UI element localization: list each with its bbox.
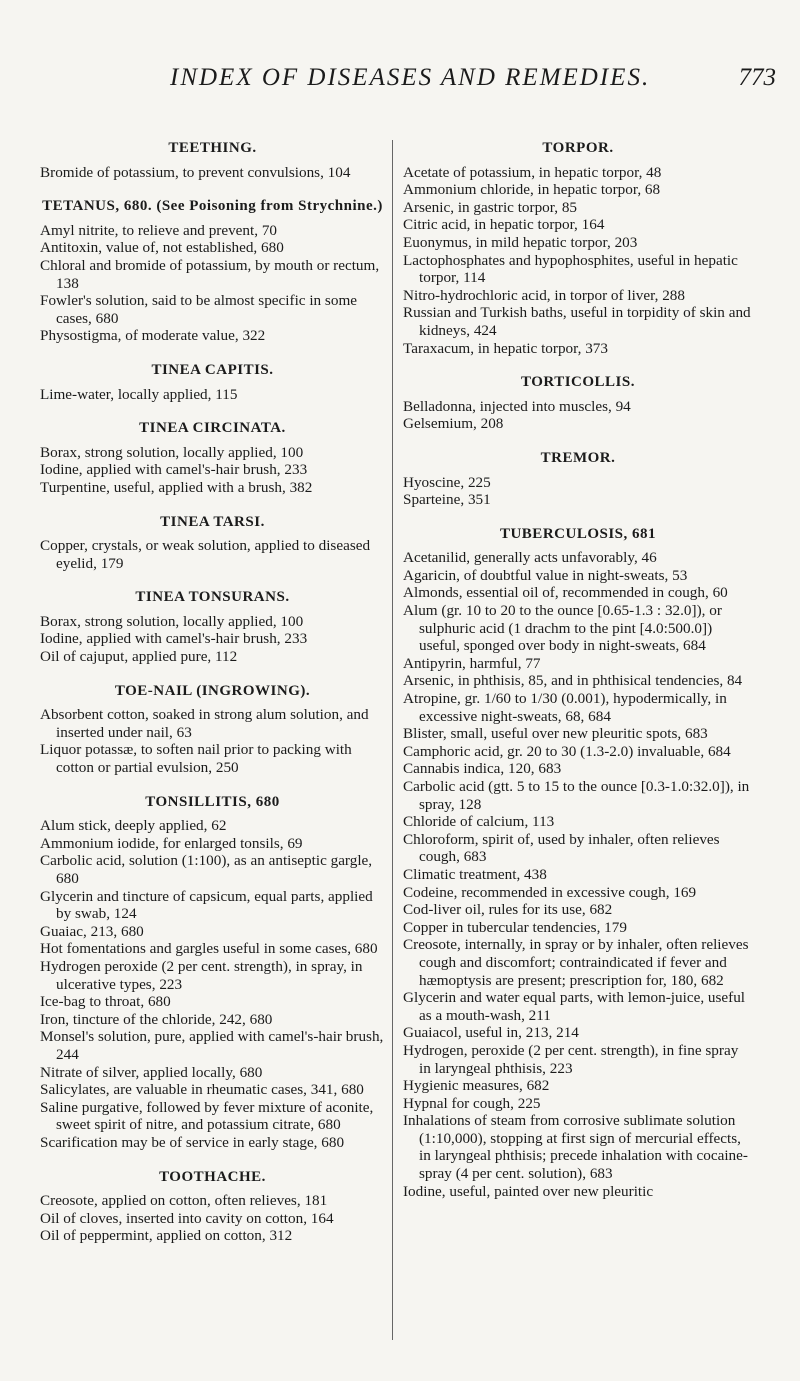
index-entry: Nitro-hydrochloric acid, in torpor of liver, 288 xyxy=(403,286,685,304)
index-entry: Fowler's solution, said to be almost specific in some cases, 680 xyxy=(40,292,357,327)
index-entry: Chloride of calcium, 113 xyxy=(403,813,555,831)
index-entry: Russian and Turkish baths, useful in torpidity of skin and kidneys, 424 xyxy=(403,304,751,339)
section-heading: TREMOR. xyxy=(540,449,616,466)
index-entry: Cod-liver oil, rules for its use, 682 xyxy=(403,901,613,919)
index-entry: Glycerin and water equal parts, with lemon-juice, useful as a mouth-wash, 211 xyxy=(403,989,746,1024)
section-heading: TINEA TONSURANS. xyxy=(135,589,290,606)
index-entry: Alum stick, deeply applied, 62 xyxy=(40,817,227,835)
index-entry: Antipyrin, harmful, 77 xyxy=(403,654,541,672)
index-entry: Amyl nitrite, to relieve and prevent, 70 xyxy=(40,221,278,239)
right-column xyxy=(403,140,753,1200)
index-entry: Blister, small, useful over new pleuritic spots, 683 xyxy=(403,725,708,743)
index-entry: Hydrogen peroxide (2 per cent. strength), in spray, in ulcerative types, 223 xyxy=(40,957,363,993)
index-entry: Almonds, essential oil of, recommended in cough, 60 xyxy=(403,584,728,602)
index-entry: Guaiacol, useful in, 213, 214 xyxy=(403,1024,579,1042)
index-entry: Chloral and bromide of potassium, by mouth or rectum, 138 xyxy=(40,256,380,292)
index-entry: Nitrate of silver, applied locally, 680 xyxy=(40,1063,263,1081)
section-heading: TOOTHACHE. xyxy=(159,1168,266,1185)
section-heading: TINEA TARSI. xyxy=(160,513,265,530)
index-entry: Acetanilid, generally acts unfavorably, 46 xyxy=(403,549,657,567)
column-divider xyxy=(392,140,393,1340)
index-entry: Scarification may be of service in early stage, 680 xyxy=(40,1133,345,1151)
section-heading: TINEA CIRCINATA. xyxy=(139,420,286,437)
index-entry: Physostigma, of moderate value, 322 xyxy=(40,327,266,345)
index-entry: Carbolic acid, solution (1:100), as an antiseptic gargle, 680 xyxy=(40,852,373,887)
index-entry: Camphoric acid, gr. 20 to 30 (1.3-2.0) invaluable, 684 xyxy=(403,742,731,760)
index-entry: Saline purgative, followed by fever mixture of aconite, sweet spirit of nitre, and potassium citrate, 680 xyxy=(40,1098,374,1134)
index-entry: Acetate of potassium, in hepatic torpor, 48 xyxy=(403,163,662,181)
index-entry: Bromide of potassium, to prevent convulsions, 104 xyxy=(40,163,351,181)
index-entry: Oil of cloves, inserted into cavity on cotton, 164 xyxy=(40,1209,334,1227)
index-entry: Hot fomentations and gargles useful in some cases, 680 xyxy=(40,940,378,958)
index-entry: Ammonium iodide, for enlarged tonsils, 69 xyxy=(40,834,303,852)
index-entry: Lactophosphates and hypophosphites, useful in hepatic torpor, 114 xyxy=(403,251,738,287)
index-entry: Ice-bag to throat, 680 xyxy=(40,993,171,1011)
index-entry: Antitoxin, value of, not established, 680 xyxy=(40,239,284,257)
index-entry: Monsel's solution, pure, applied with camel's-hair brush, 244 xyxy=(40,1028,384,1063)
index-entry: Creosote, applied on cotton, often relieves, 181 xyxy=(40,1192,328,1210)
index-entry: Inhalations of steam from corrosive sublimate solution (1:10,000), stopping at first sign of mercurial effects, in laryngeal phthisis; precede inhalation with cocaine-spray (4 per cent. solution), 683 xyxy=(403,1112,748,1183)
index-entry: Lime-water, locally applied, 115 xyxy=(40,385,238,403)
index-entry: Absorbent cotton, soaked in strong alum solution, and inserted under nail, 63 xyxy=(40,706,369,741)
index-entry: Borax, strong solution, locally applied, 100 xyxy=(40,443,304,461)
index-entry: Agaricin, of doubtful value in night-sweats, 53 xyxy=(403,566,688,584)
section-heading: TUBERCULOSIS, 681 xyxy=(499,525,657,542)
section-heading: TORPOR. xyxy=(542,140,614,156)
index-entry: Atropine, gr. 1/60 to 1/30 (0.001), hypodermically, in excessive night-sweats, 68, 684 xyxy=(403,690,727,725)
section-heading: TORTICOLLIS. xyxy=(521,374,635,391)
index-entry: Copper in tubercular tendencies, 179 xyxy=(403,918,627,936)
index-entry: Iodine, applied with camel's-hair brush, 233 xyxy=(40,630,308,648)
index-entry: Hyoscine, 225 xyxy=(403,473,491,491)
index-entry: Citric acid, in hepatic torpor, 164 xyxy=(403,216,605,234)
index-entry: Hydrogen, peroxide (2 per cent. strength), in fine spray in laryngeal phthisis, 223 xyxy=(403,1041,739,1077)
index-entry: Ammonium chloride, in hepatic torpor, 68 xyxy=(403,181,661,199)
index-entry: Gelsemium, 208 xyxy=(403,415,504,433)
index-entry: Taraxacum, in hepatic torpor, 373 xyxy=(403,339,608,357)
page-header xyxy=(40,64,780,104)
index-entry: Hygienic measures, 682 xyxy=(403,1077,550,1095)
section-heading: TONSILLITIS, 680 xyxy=(145,793,280,810)
left-column xyxy=(40,140,385,1245)
index-entry: Hypnal for cough, 225 xyxy=(403,1094,541,1112)
index-entry: Salicylates, are valuable in rheumatic cases, 341, 680 xyxy=(40,1081,364,1099)
page-number: 773 xyxy=(738,64,776,91)
running-title: INDEX OF DISEASES AND REMEDIES. xyxy=(170,64,651,91)
index-entry: Euonymus, in mild hepatic torpor, 203 xyxy=(403,233,638,251)
index-entry: Iodine, applied with camel's-hair brush, 233 xyxy=(40,461,308,479)
index-entry: Iron, tincture of the chloride, 242, 680 xyxy=(40,1010,273,1028)
index-entry: Creosote, internally, in spray or by inhaler, often relieves cough and discomfort; contraindicated if fever and hæmoptysis are present; prescription for, 180, 682 xyxy=(403,936,749,989)
index-entry: Turpentine, useful, applied with a brush, 382 xyxy=(40,478,313,496)
index-entry: Iodine, useful, painted over new pleuritic xyxy=(403,1182,654,1200)
index-entry: Arsenic, in phthisis, 85, and in phthisical tendencies, 84 xyxy=(403,672,743,690)
index-entry: Climatic treatment, 438 xyxy=(403,865,547,883)
index-entry: Alum (gr. 10 to 20 to the ounce [0.65-1.3 : 32.0]), or sulphuric acid (1 drachm to the pint [4.0:500.0]) useful, sponged over body in night-sweats, 684 xyxy=(403,602,722,655)
index-entry: Chloroform, spirit of, used by inhaler, often relieves cough, 683 xyxy=(403,830,720,866)
section-heading: TEETHING. xyxy=(168,140,257,156)
index-entry: Copper, crystals, or weak solution, applied to diseased eyelid, 179 xyxy=(40,537,371,572)
index-entry: Sparteine, 351 xyxy=(403,491,491,509)
index-entry: Cannabis indica, 120, 683 xyxy=(403,760,562,778)
index-entry: Oil of peppermint, applied on cotton, 312 xyxy=(40,1227,293,1245)
section-heading: TOE-NAIL (INGROWING). xyxy=(114,682,311,699)
index-entry: Belladonna, injected into muscles, 94 xyxy=(403,397,631,415)
index-entry: Carbolic acid (gtt. 5 to 15 to the ounce [0.3-1.0:32.0]), in spray, 128 xyxy=(403,778,750,813)
index-entry: Guaiac, 213, 680 xyxy=(40,922,144,940)
index-entry: Codeine, recommended in excessive cough, 169 xyxy=(403,883,697,901)
index-entry: Oil of cajuput, applied pure, 112 xyxy=(40,648,238,666)
section-heading: TETANUS, 680. (See Poisoning from Strychnine.) xyxy=(42,198,383,215)
index-entry: Arsenic, in gastric torpor, 85 xyxy=(403,198,578,216)
index-entry: Glycerin and tincture of capsicum, equal parts, applied by swab, 124 xyxy=(40,887,373,923)
section-heading: TINEA CAPITIS. xyxy=(151,361,274,378)
index-entry: Liquor potassæ, to soften nail prior to packing with cotton or partial evulsion, 250 xyxy=(40,741,352,777)
index-entry: Borax, strong solution, locally applied, 100 xyxy=(40,612,304,630)
